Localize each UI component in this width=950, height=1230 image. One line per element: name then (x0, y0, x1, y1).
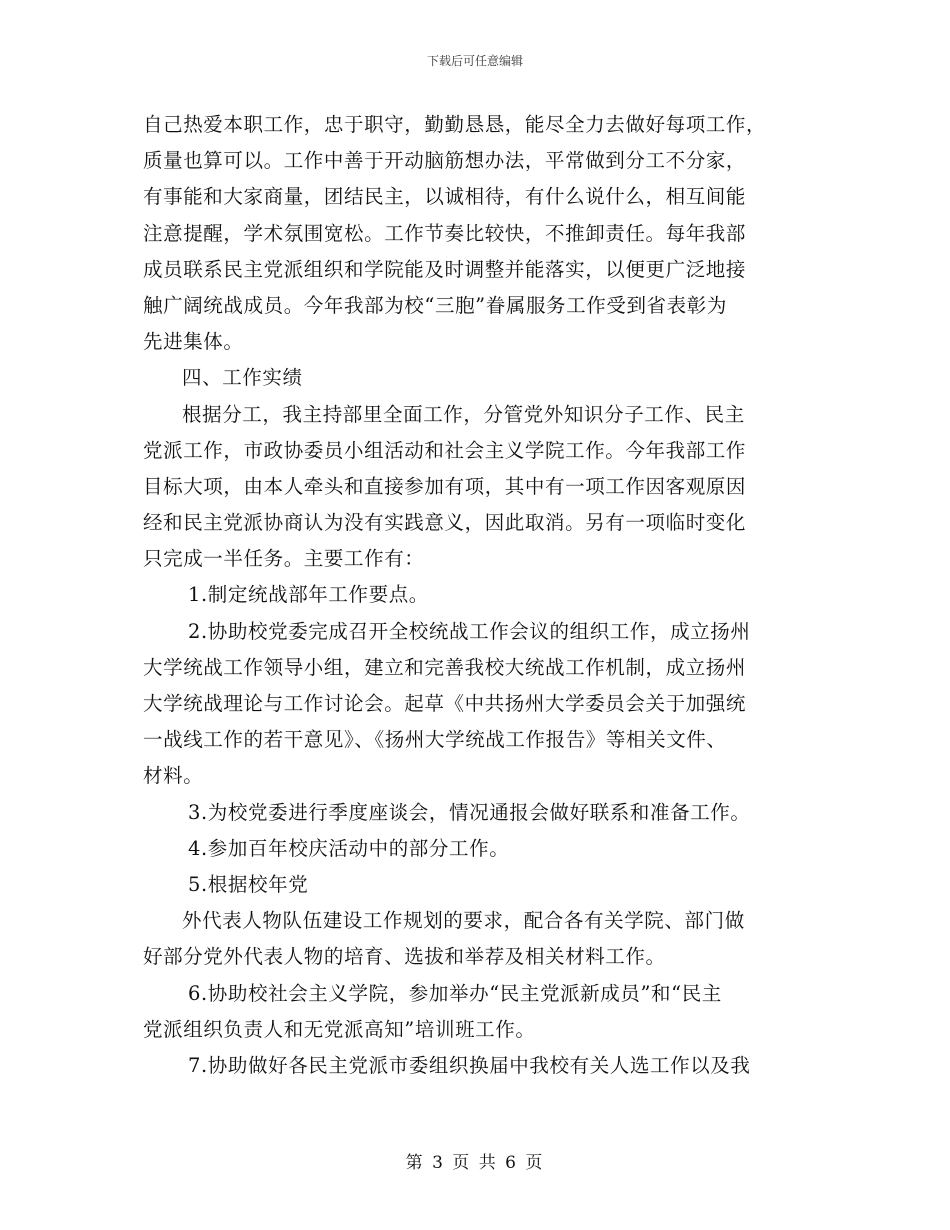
page-header: 下载后可任意编辑 (426, 54, 523, 68)
text-line: 外代表人物队伍建设工作规划的要求，配合各有关学院、部门做 (182, 909, 745, 933)
page-number: 第 3 页 共 6 页 (405, 1153, 545, 1173)
text-line: 好部分党外代表人物的培育、选拔和举荐及相关材料工作。 (143, 945, 666, 969)
list-item: 2.协助校党委完成召开全校统战工作会议的组织工作，成立扬州 (188, 619, 751, 643)
text-line: 材料。 (143, 764, 204, 788)
text-line: 经和民主党派协商认为没有实践意义，因此取消。另有一项临时变化 (143, 511, 747, 535)
text-line: 根据分工，我主持部里全面工作，分管党外知识分子工作、民主 (182, 402, 745, 426)
text-line: 大学统战理论与工作讨论会。起草《中共扬州大学委员会关于加强统 (143, 692, 747, 715)
text-line: 党派工作，市政协委员小组活动和社会主义学院工作。今年我部工作 (143, 438, 747, 462)
list-item: 3.为校党委进行季度座谈会，情况通报会做好联系和准备工作。 (188, 800, 751, 824)
text-line: 党派组织负责人和无党派高知”培训班工作。 (143, 1017, 536, 1041)
text-line: 质量也算可以。工作中善于开动脑筋想办法，平常做到分工不分家， (143, 149, 747, 173)
list-item: 6.协助校社会主义学院，参加举办“民主党派新成员”和“民主 (188, 981, 722, 1005)
list-item: 5.根据校年党 (188, 872, 309, 896)
text-line: 先进集体。 (143, 330, 244, 354)
document-body (143, 107, 803, 1084)
text-line: 只完成一半任务。主要工作有： (143, 547, 425, 571)
text-line: 大学统战工作领导小组，建立和完善我校大统战工作机制，成立扬州 (143, 655, 747, 679)
text-line: 触广阔统战成员。今年我部为校“三胞”眷属服务工作受到省表彰为 (143, 293, 727, 317)
list-item: 4.参加百年校庆活动中的部分工作。 (188, 836, 510, 860)
section-heading: 四、工作实绩 (182, 366, 303, 390)
list-item: 1.制定统战部年工作要点。 (188, 583, 429, 607)
text-line: 一战线工作的若干意见》、《扬州大学统战工作报告》等相关文件、 (143, 728, 727, 752)
text-line: 有事能和大家商量，团结民主，以诚相待，有什么说什么，相互间能 (143, 185, 747, 209)
list-item: 7.协助做好各民主党派市委组织换届中我校有关人选工作以及我 (188, 1053, 751, 1077)
text-line: 目标大项，由本人牵头和直接参加有项，其中有一项工作因客观原因 (143, 474, 747, 498)
text-line: 成员联系民主党派组织和学院能及时调整并能落实，以便更广泛地接 (143, 257, 747, 281)
text-line: 自己热爱本职工作，忠于职守，勤勤恳恳，能尽全力去做好每项工作， (143, 113, 767, 136)
text-line: 注意提醒，学术氛围宽松。工作节奏比较快，不推卸责任。每年我部 (143, 221, 747, 245)
